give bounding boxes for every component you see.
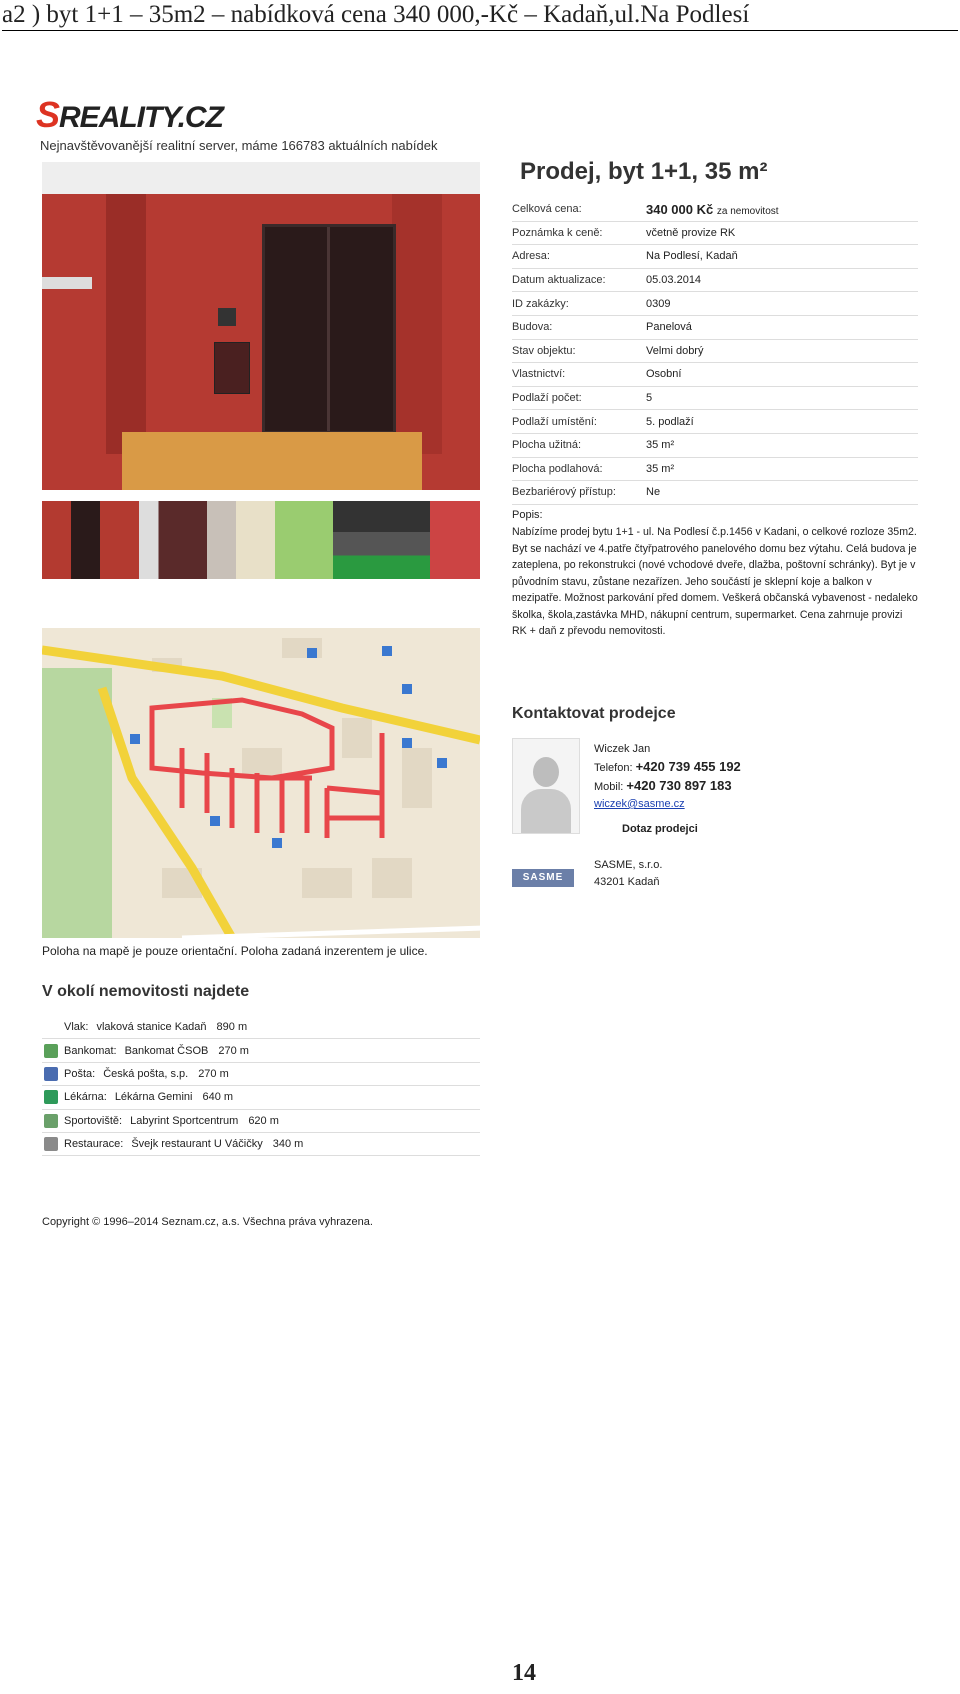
document-heading: a2 ) byt 1+1 – 35m2 – nabídková cena 340 000,-Kč – Kadaň,ul.Na Podlesí [2, 0, 958, 31]
listing-screenshot [36, 88, 956, 1263]
listing-title: Prodej, byt 1+1, 35 m² [520, 158, 768, 185]
main-photo[interactable] [42, 162, 480, 490]
thumbnail[interactable] [42, 501, 139, 579]
agency-info: SASME, s.r.o. 43201 Kadaň [594, 859, 663, 888]
param-row: Vlastnictví: Osobní [512, 363, 918, 387]
thumbnail[interactable] [333, 501, 430, 579]
entrance-door [262, 224, 396, 434]
param-row: Plocha užitná: 35 m² [512, 434, 918, 458]
inquiry-button[interactable]: Dotaz prodejci [622, 823, 698, 835]
seller-name: Wiczek Jan [594, 743, 651, 755]
page-number: 14 [512, 1660, 536, 1686]
agency-logo[interactable]: SASME [512, 869, 574, 887]
tagline: Nejnavštěvovanější realitní server, máme 166783 aktuálních nabídek [40, 138, 438, 153]
param-row: Adresa: Na Podlesí, Kadaň [512, 245, 918, 269]
param-row: Podlaží umístění: 5. podlaží [512, 410, 918, 434]
copyright: Copyright © 1996–2014 Seznam.cz, a.s. Všechna práva vyhrazena. [42, 1216, 373, 1228]
poi-icon [44, 1067, 58, 1081]
nearby-item[interactable]: Restaurace: Švejk restaurant U Váčičky 340 m [42, 1133, 480, 1156]
nearby-item[interactable]: Pošta: Česká pošta, s.p. 270 m [42, 1063, 480, 1086]
nearby-list [42, 1016, 480, 1156]
param-row: Budova: Panelová [512, 316, 918, 340]
description-label: Popis: [512, 509, 543, 521]
thumbnail[interactable] [139, 501, 236, 579]
poi-icon [44, 1137, 58, 1151]
param-row-price: Celková cena: 340 000 Kč za nemovitost [512, 198, 918, 222]
email-link[interactable]: wiczek@sasme.cz [594, 798, 685, 810]
contact-info: Wiczek Jan Telefon: +420 739 455 192 Mobil: +420 730 897 183 wiczek@sasme.cz [594, 741, 741, 813]
poi-icon [44, 1090, 58, 1104]
param-row: Poznámka k ceně: včetně provize RK [512, 222, 918, 246]
param-row: Bezbariérový přístup: Ne [512, 481, 918, 505]
param-row: Stav objektu: Velmi dobrý [512, 340, 918, 364]
nearby-item[interactable]: Lékárna: Lékárna Gemini 640 m [42, 1086, 480, 1109]
seller-avatar [512, 738, 580, 834]
sreality-logo[interactable]: SREALITY.CZ [36, 94, 223, 135]
nearby-item[interactable]: Bankomat: Bankomat ČSOB 270 m [42, 1039, 480, 1062]
location-map[interactable] [42, 628, 480, 938]
description-text: Nabízíme prodej bytu 1+1 - ul. Na Podlesí č.p.1456 v Kadani, o celkové rozloze 35m2. Byt se nachází ve 4.patře čtyřpatrového panelového domu bez výtahu. Celá budova je zateplena, po rekonstrukci (nové vchodové dveře, dlažba, poštovní schránky). Byt je v původním stavu, zůstane nezařízen. Jeho součástí je sklepní koje a balkon v mezipatře. Možnost parkování před domem. Veškerá občanská vybavenost - nedaleko školka, škola,zastávka MHD, nákupní centrum, supermarket. Cena zahrnuje provizi RK + daň z převodu nemovitosti. [512, 526, 918, 637]
phone-number[interactable]: +420 739 455 192 [635, 759, 741, 774]
photo-thumbnails [42, 501, 480, 579]
nearby-item[interactable]: Sportoviště: Labyrint Sportcentrum 620 m [42, 1110, 480, 1133]
nearby-title: V okolí nemovitosti najdete [42, 983, 250, 1000]
nearby-item[interactable]: Vlak: vlaková stanice Kadaň 890 m [42, 1016, 480, 1039]
param-row: ID zakázky: 0309 [512, 292, 918, 316]
mobile-number[interactable]: +420 730 897 183 [626, 778, 732, 793]
poi-icon [44, 1114, 58, 1128]
contact-title: Kontaktovat prodejce [512, 705, 676, 722]
map-caption: Poloha na mapě je pouze orientační. Poloha zadaná inzerentem je ulice. [42, 944, 428, 958]
poi-icon [44, 1044, 58, 1058]
thumbnail[interactable] [236, 501, 333, 579]
param-row: Plocha podlahová: 35 m² [512, 458, 918, 482]
thumbnail[interactable] [430, 501, 480, 579]
property-parameters [512, 198, 918, 505]
param-row: Podlaží počet: 5 [512, 387, 918, 411]
map-graphic [42, 628, 480, 938]
param-row: Datum aktualizace: 05.03.2014 [512, 269, 918, 293]
poi-icon [44, 1020, 58, 1034]
